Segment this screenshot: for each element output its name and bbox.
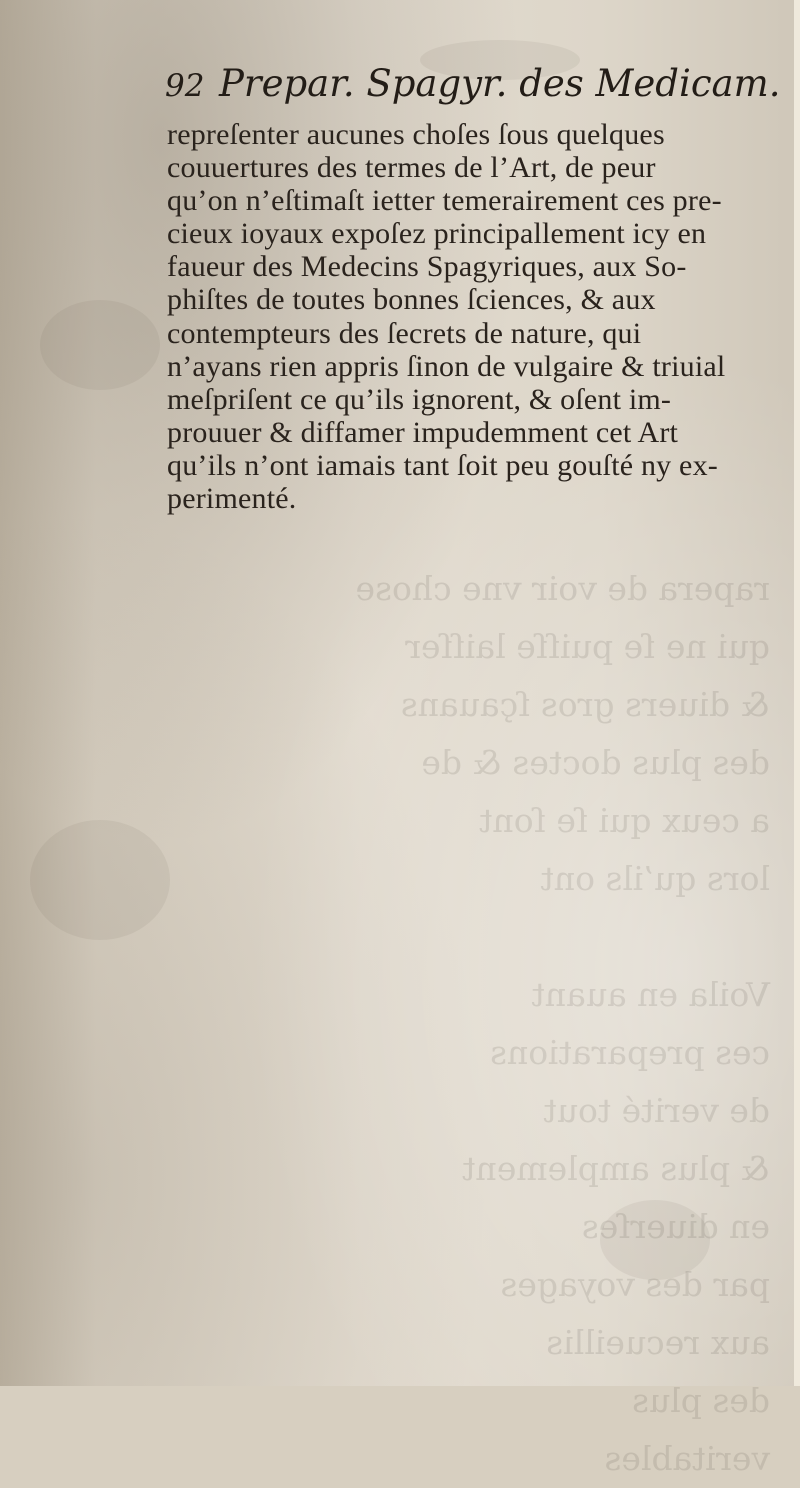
text-line: qu’ils n’ont iamais tant ſoit peu gouſté ny ex- (167, 448, 718, 482)
text-line: contempteurs des ſecrets de nature, qui (167, 316, 642, 350)
text-line: couuertures des termes de l’Art, de peur (167, 151, 656, 185)
text-line: phiſtes de toutes bonnes ſciences, & aux (167, 283, 656, 317)
text-line: repreſenter aucunes choſes ſous quelques (167, 118, 665, 151)
text-line: qu’on n’eſtimaſt ietter temerairement ces pre- (167, 184, 722, 218)
text-line: n’ayans rien appris ſinon de vulgaire & triuial (167, 349, 726, 383)
text-line: meſpriſent ce qu’ils ignorent, & oſent im- (167, 382, 672, 416)
text-line: faueur des Medecins Spagyriques, aux So- (167, 250, 687, 284)
text-line: prouuer & diffamer impudemment cet Art (167, 415, 679, 449)
show-through-text: rapera de voir vne chose qui ne ſe puiſſe laiſſer & diuers gros ſçauans des plus doctes & de a ceux qui ſe ſont lors qu’ils ont Voila en auant ces preparations de verité tout & plus amplement en diuerſes par des voyages aux recueillis des plus veritables (355, 569, 770, 1478)
text-line: cieux ioyaux expoſez principallement icy en (167, 217, 707, 251)
page-edge (794, 0, 800, 1386)
page-number: 92 (165, 68, 205, 104)
text-line: perimenté. (167, 482, 297, 516)
page-header (165, 62, 781, 118)
running-title: Prepar. Spagyr. des Medicam. (219, 62, 781, 105)
body-paragraph (167, 118, 767, 515)
